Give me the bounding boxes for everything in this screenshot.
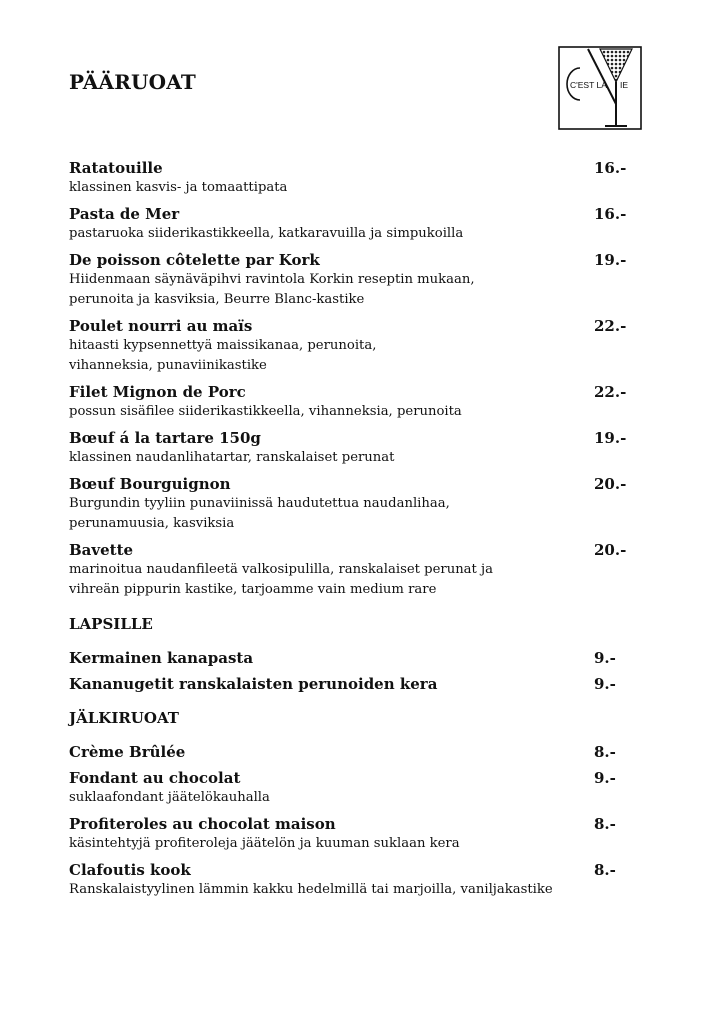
menu-item xyxy=(69,250,639,310)
menu-item-price: 19.- xyxy=(594,429,627,447)
menu-item-description xyxy=(69,788,639,808)
menu-item-price: 22.- xyxy=(594,383,627,401)
menu-item-description-line: perunamuusia, kasviksia xyxy=(69,516,235,531)
menu-item-name: Poulet nourri au maïs xyxy=(69,317,253,335)
menu-item-description-line: hitaasti kypsennettyä maissikanaa, perunoita, xyxy=(69,338,377,353)
menu-item-description-line: vihanneksia, punaviinikastike xyxy=(69,358,267,373)
logo-text-left: C'EST LA xyxy=(570,80,607,90)
page-title: PÄÄRUOAT xyxy=(69,70,197,94)
menu-item-price: 20.- xyxy=(594,475,627,493)
menu-item xyxy=(69,860,639,900)
logo-text-right: IE xyxy=(620,80,629,90)
menu-item-price: 8.- xyxy=(594,743,616,761)
menu-item-name: Bœuf á la tartare 150g xyxy=(69,429,261,447)
menu-item xyxy=(69,674,639,694)
menu-item-name: Fondant au chocolat xyxy=(69,769,241,787)
cocktail-glass-logo xyxy=(558,46,642,130)
menu-item-name: Filet Mignon de Porc xyxy=(69,383,246,401)
menu-item-price: 22.- xyxy=(594,317,627,335)
menu-item-description xyxy=(69,560,639,600)
menu-item-price: 20.- xyxy=(594,541,627,559)
menu-item-description xyxy=(69,178,639,198)
menu-item-price: 9.- xyxy=(594,675,616,693)
menu-item-price: 19.- xyxy=(594,251,627,269)
menu-item xyxy=(69,742,639,762)
section-kids xyxy=(69,614,639,694)
menu-item-name: Crème Brûlée xyxy=(69,743,186,761)
menu-item xyxy=(69,814,639,854)
menu-item-description-line: klassinen naudanlihatartar, ranskalaiset perunat xyxy=(69,450,395,465)
menu-item-price: 16.- xyxy=(594,205,627,223)
menu-item-description-line: Ranskalaistyylinen lämmin kakku hedelmillä tai marjoilla, vaniljakastike xyxy=(69,882,553,897)
menu-item xyxy=(69,768,639,808)
menu-item-price: 9.- xyxy=(594,649,616,667)
menu-item-description-line: Hiidenmaan säynäväpihvi ravintola Korkin reseptin mukaan, xyxy=(69,272,475,287)
menu-item xyxy=(69,382,639,422)
menu-item-description-line: suklaafondant jäätelökauhalla xyxy=(69,790,270,805)
menu-item-name: Profiteroles au chocolat maison xyxy=(69,815,336,833)
menu-item-name: Bœuf Bourguignon xyxy=(69,475,231,493)
menu-item-name: Pasta de Mer xyxy=(69,205,180,223)
menu-item-description-line: marinoitua naudanfileetä valkosipulilla, ranskalaiset perunat ja xyxy=(69,562,493,577)
menu-item-description-line: Burgundin tyyliin punaviinissä haudutettua naudanlihaa, xyxy=(69,496,450,511)
menu-list xyxy=(69,158,639,906)
menu-item xyxy=(69,474,639,534)
menu-item-description xyxy=(69,224,639,244)
menu-item-description-line: perunoita ja kasviksia, Beurre Blanc-kastike xyxy=(69,292,365,307)
menu-item-name: Kermainen kanapasta xyxy=(69,649,254,667)
menu-item-description-line: possun sisäfilee siiderikastikkeella, vihanneksia, perunoita xyxy=(69,404,462,419)
menu-item xyxy=(69,204,639,244)
menu-item-price: 16.- xyxy=(594,159,627,177)
section-title: JÄLKIRUOAT xyxy=(69,709,179,727)
menu-item-name: Kananugetit ranskalaisten perunoiden kera xyxy=(69,675,438,693)
menu-item-name: De poisson côtelette par Kork xyxy=(69,251,320,269)
menu-item-description xyxy=(69,448,639,468)
section-title: LAPSILLE xyxy=(69,615,153,633)
menu-item-description xyxy=(69,880,639,900)
menu-item-description xyxy=(69,834,639,854)
menu-item-description xyxy=(69,494,639,534)
menu-item xyxy=(69,540,639,600)
section-desserts xyxy=(69,708,639,900)
menu-item xyxy=(69,316,639,376)
menu-item xyxy=(69,428,639,468)
menu-item-name: Ratatouille xyxy=(69,159,163,177)
menu-item-price: 8.- xyxy=(594,861,616,879)
menu-item xyxy=(69,648,639,668)
menu-item-description-line: käsintehtyjä profiteroleja jäätelön ja kuuman suklaan kera xyxy=(69,836,460,851)
menu-item-name: Clafoutis kook xyxy=(69,861,191,879)
menu-item-description-line: pastaruoka siiderikastikkeella, katkaravuilla ja simpukoilla xyxy=(69,226,464,241)
menu-item-description-line: klassinen kasvis- ja tomaattipata xyxy=(69,180,288,195)
menu-item-description xyxy=(69,270,639,310)
menu-item-name: Bavette xyxy=(69,541,134,559)
menu-item-description-line: vihreän pippurin kastike, tarjoamme vain medium rare xyxy=(69,582,437,597)
menu-item-price: 9.- xyxy=(594,769,616,787)
menu-item-description xyxy=(69,336,639,376)
menu-item-price: 8.- xyxy=(594,815,616,833)
section-main xyxy=(69,158,639,600)
menu-item-description xyxy=(69,402,639,422)
menu-item xyxy=(69,158,639,198)
